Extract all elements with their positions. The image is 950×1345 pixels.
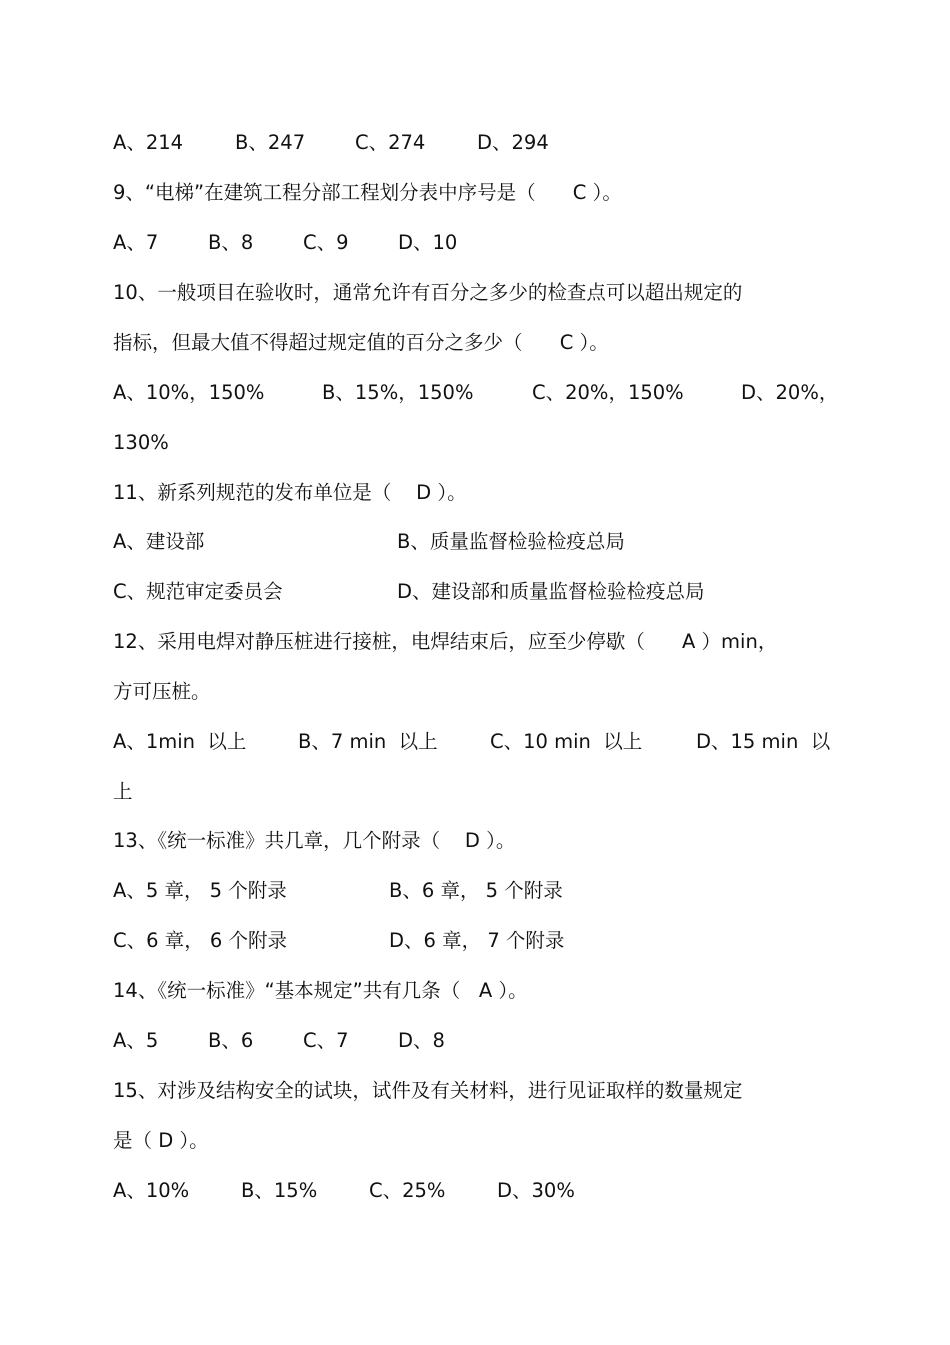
question-line: 12、采用电焊对静压桩进行接桩，电焊结束后，应至少停歇（ A ）min， (113, 630, 778, 653)
answer-option: C、25% (369, 1179, 446, 1202)
question-line: 上 (113, 780, 133, 803)
answer-option: B、质量监督检验检疫总局 (397, 530, 625, 553)
answer-option: D、30% (497, 1179, 575, 1202)
question-line: 11、新系列规范的发布单位是（ D ）。 (113, 481, 467, 504)
answer-option: C、20%，150% (532, 381, 684, 404)
answer-option: C、7 (303, 1029, 349, 1052)
answer-option: C、10 min 以上 (490, 730, 643, 753)
answer-option: C、9 (303, 231, 349, 254)
answer-option: D、建设部和质量监督检验检疫总局 (397, 580, 705, 603)
answer-option: A、7 (113, 231, 159, 254)
answer-option: D、15 min 以 (696, 730, 831, 753)
answer-option: D、294 (477, 131, 549, 154)
answer-option: A、10% (113, 1179, 190, 1202)
answer-option: A、5 (113, 1029, 159, 1052)
answer-option: C、274 (355, 131, 426, 154)
answer-option: B、15% (241, 1179, 318, 1202)
answer-option: D、20%， (741, 381, 839, 404)
question-line: 指标，但最大值不得超过规定值的百分之多少（ C ）。 (113, 331, 609, 354)
answer-option: A、10%，150% (113, 381, 265, 404)
answer-option: A、1min 以上 (113, 730, 247, 753)
answer-option: B、7 min 以上 (298, 730, 438, 753)
answer-option: B、6 章， 5 个附录 (389, 879, 563, 902)
question-line: 方可压桩。 (113, 680, 211, 703)
answer-option: A、5 章， 5 个附录 (113, 879, 287, 902)
answer-option: B、15%，150% (322, 381, 474, 404)
question-line: 130% (113, 431, 169, 454)
question-line: 是（ D ）。 (113, 1129, 209, 1152)
answer-option: B、8 (208, 231, 254, 254)
answer-option: C、6 章， 6 个附录 (113, 929, 288, 952)
answer-option: D、6 章， 7 个附录 (389, 929, 565, 952)
answer-option: A、建设部 (113, 530, 205, 553)
question-line: 10、一般项目在验收时，通常允许有百分之多少的检查点可以超出规定的 (113, 281, 743, 304)
answer-option: C、规范审定委员会 (113, 580, 283, 603)
answer-option: B、247 (235, 131, 306, 154)
question-line: 9、“电梯”在建筑工程分部工程划分表中序号是（ C ）。 (113, 181, 622, 204)
question-line: 13、《统一标准》共几章，几个附录（ D ）。 (113, 829, 516, 852)
question-line: 15、对涉及结构安全的试块，试件及有关材料，进行见证取样的数量规定 (113, 1079, 743, 1102)
answer-option: D、8 (398, 1029, 445, 1052)
answer-option: D、10 (398, 231, 458, 254)
answer-option: B、6 (208, 1029, 254, 1052)
answer-option: A、214 (113, 131, 184, 154)
question-line: 14、《统一标准》“基本规定”共有几条（ A ）。 (113, 979, 528, 1002)
